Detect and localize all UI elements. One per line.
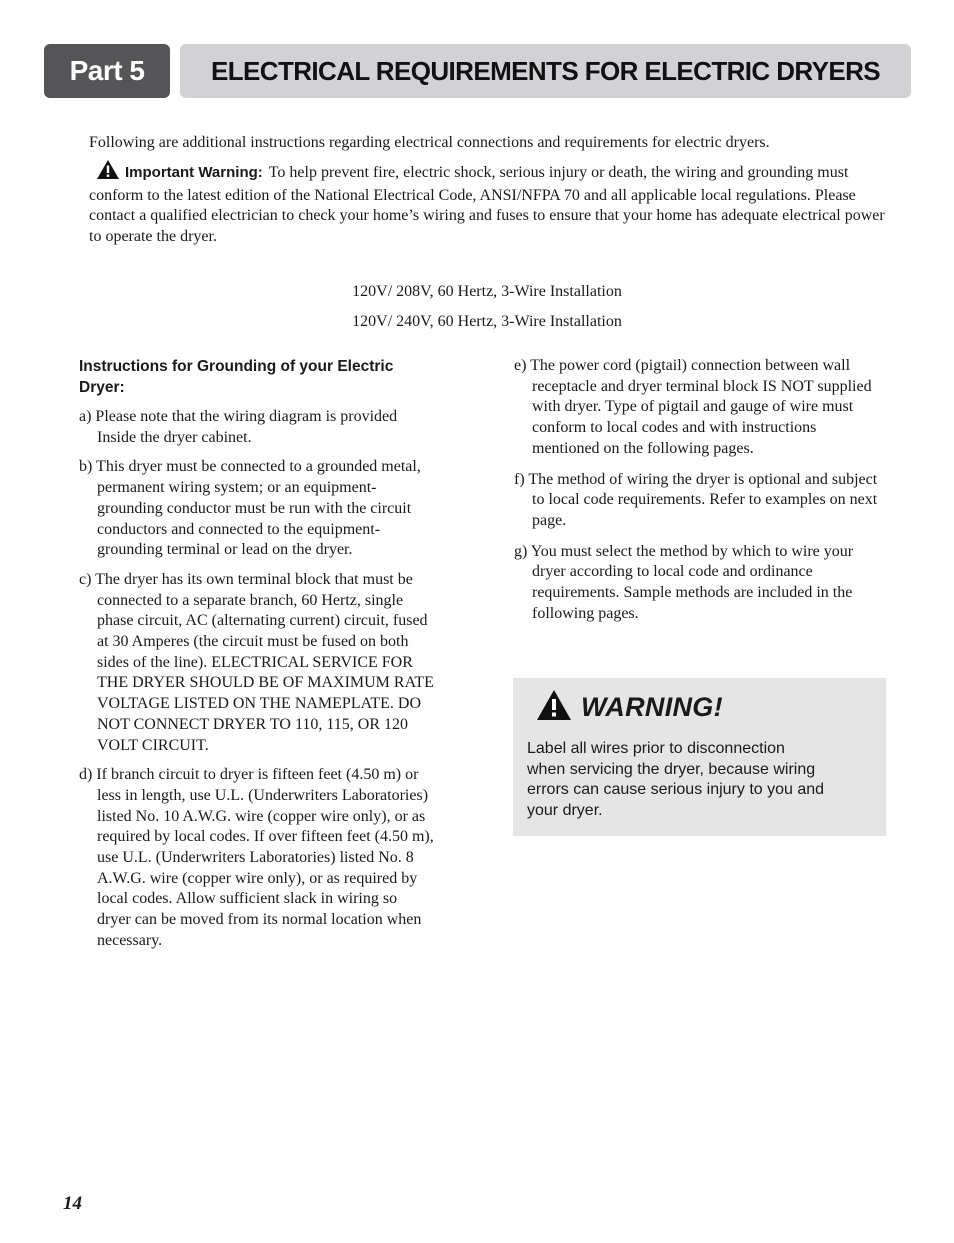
warning-header [537,690,872,724]
instruction-item-e: e) The power cord (pigtail) connection between wall receptacle and dryer terminal block IS NOT supplied with dryer. Type of pigtail and gauge of wire must conform to local codes and with instructions mentioned on the following pages. [514,357,872,457]
installation-type: 120V/ 240V, 60 Hertz, 3-Wire Installation [352,313,622,330]
grounding-instructions-right [514,356,886,634]
instruction-item-a: a) Please note that the wiring diagram is provided Inside the dryer cabinet. [79,408,398,446]
part-label: Part 5 [44,44,170,98]
instruction-item-d: d) If branch circuit to dryer is fifteen feet (4.50 m) or less in length, use U.L. (Underwriters Laboratories) listed No. 10 A.W.G. wire (copper wire only), or as required by local codes. If over fifteen feet (4.50 m), use U.L. (Underwriters Laboratories) listed No. 8 A.W.G. wire (copper wire only), or as required by local codes. Allow sufficient slack in wiring so dryer can be moved from its normal location when necessary. [79,766,434,949]
instruction-item-b: b) This dryer must be connected to a grounded metal, permanent wiring system; or an equipment-grounding conductor must be run with the circuit conductors and connected to the equipment-grounding terminal or lead on the dryer. [79,458,421,559]
warning-triangle-icon [537,690,571,725]
intro-text: Following are additional instructions regarding electrical connections and requirements for electric dryers. [89,134,770,151]
important-warning [89,160,889,247]
warning-box [513,678,886,836]
important-warning-label: Important Warning: [125,164,263,181]
instruction-item-c: c) The dryer has its own terminal block that must be connected to a separate branch, 60 Hertz, single phase circuit, AC (alternating current) circuit, fused at 30 Amperes (the circuit must be fused on both sides of the line). ELECTRICAL SERVICE FOR THE DRYER SHOULD BE OF MAXIMUM RATE VOLTAGE LISTED ON THE NAMEPLATE. DO NOT CONNECT DRYER TO 110, 115, OR 120 VOLT CIRCUIT. [79,570,434,754]
grounding-instructions-left [79,356,434,961]
warning-title: WARNING! [581,691,723,722]
warning-text: Label all wires prior to disconnection when servicing the dryer, because wiring errors can cause serious injury to you and your dryer. [527,740,825,820]
page-title: ELECTRICAL REQUIREMENTS FOR ELECTRIC DRYERS [180,44,911,98]
installation-type: 120V/ 208V, 60 Hertz, 3-Wire Installation [352,283,622,300]
important-warning-text: To help prevent fire, electric shock, serious injury or death, the wiring and grounding must conform to the latest edition of the National Electrical Code, ANSI/NFPA 70 and all applicable local regulations. Please contact a qualified electrician to check your home’s wiring and fuses to ensure that your home has adequate electrical power to operate the dryer. [89,164,885,245]
grounding-heading: Instructions for Grounding of your Electric Dryer: [79,358,394,396]
instruction-item-f: f) The method of wiring the dryer is optional and subject to local code requirements. Refer to examples on next page. [514,470,878,529]
warning-triangle-icon [97,160,119,186]
instruction-item-g: g) You must select the method by which to wire your dryer according to local code and ordinance requirements. Sample methods are included in the following pages. [514,542,854,622]
page-number: 14 [63,1193,82,1214]
